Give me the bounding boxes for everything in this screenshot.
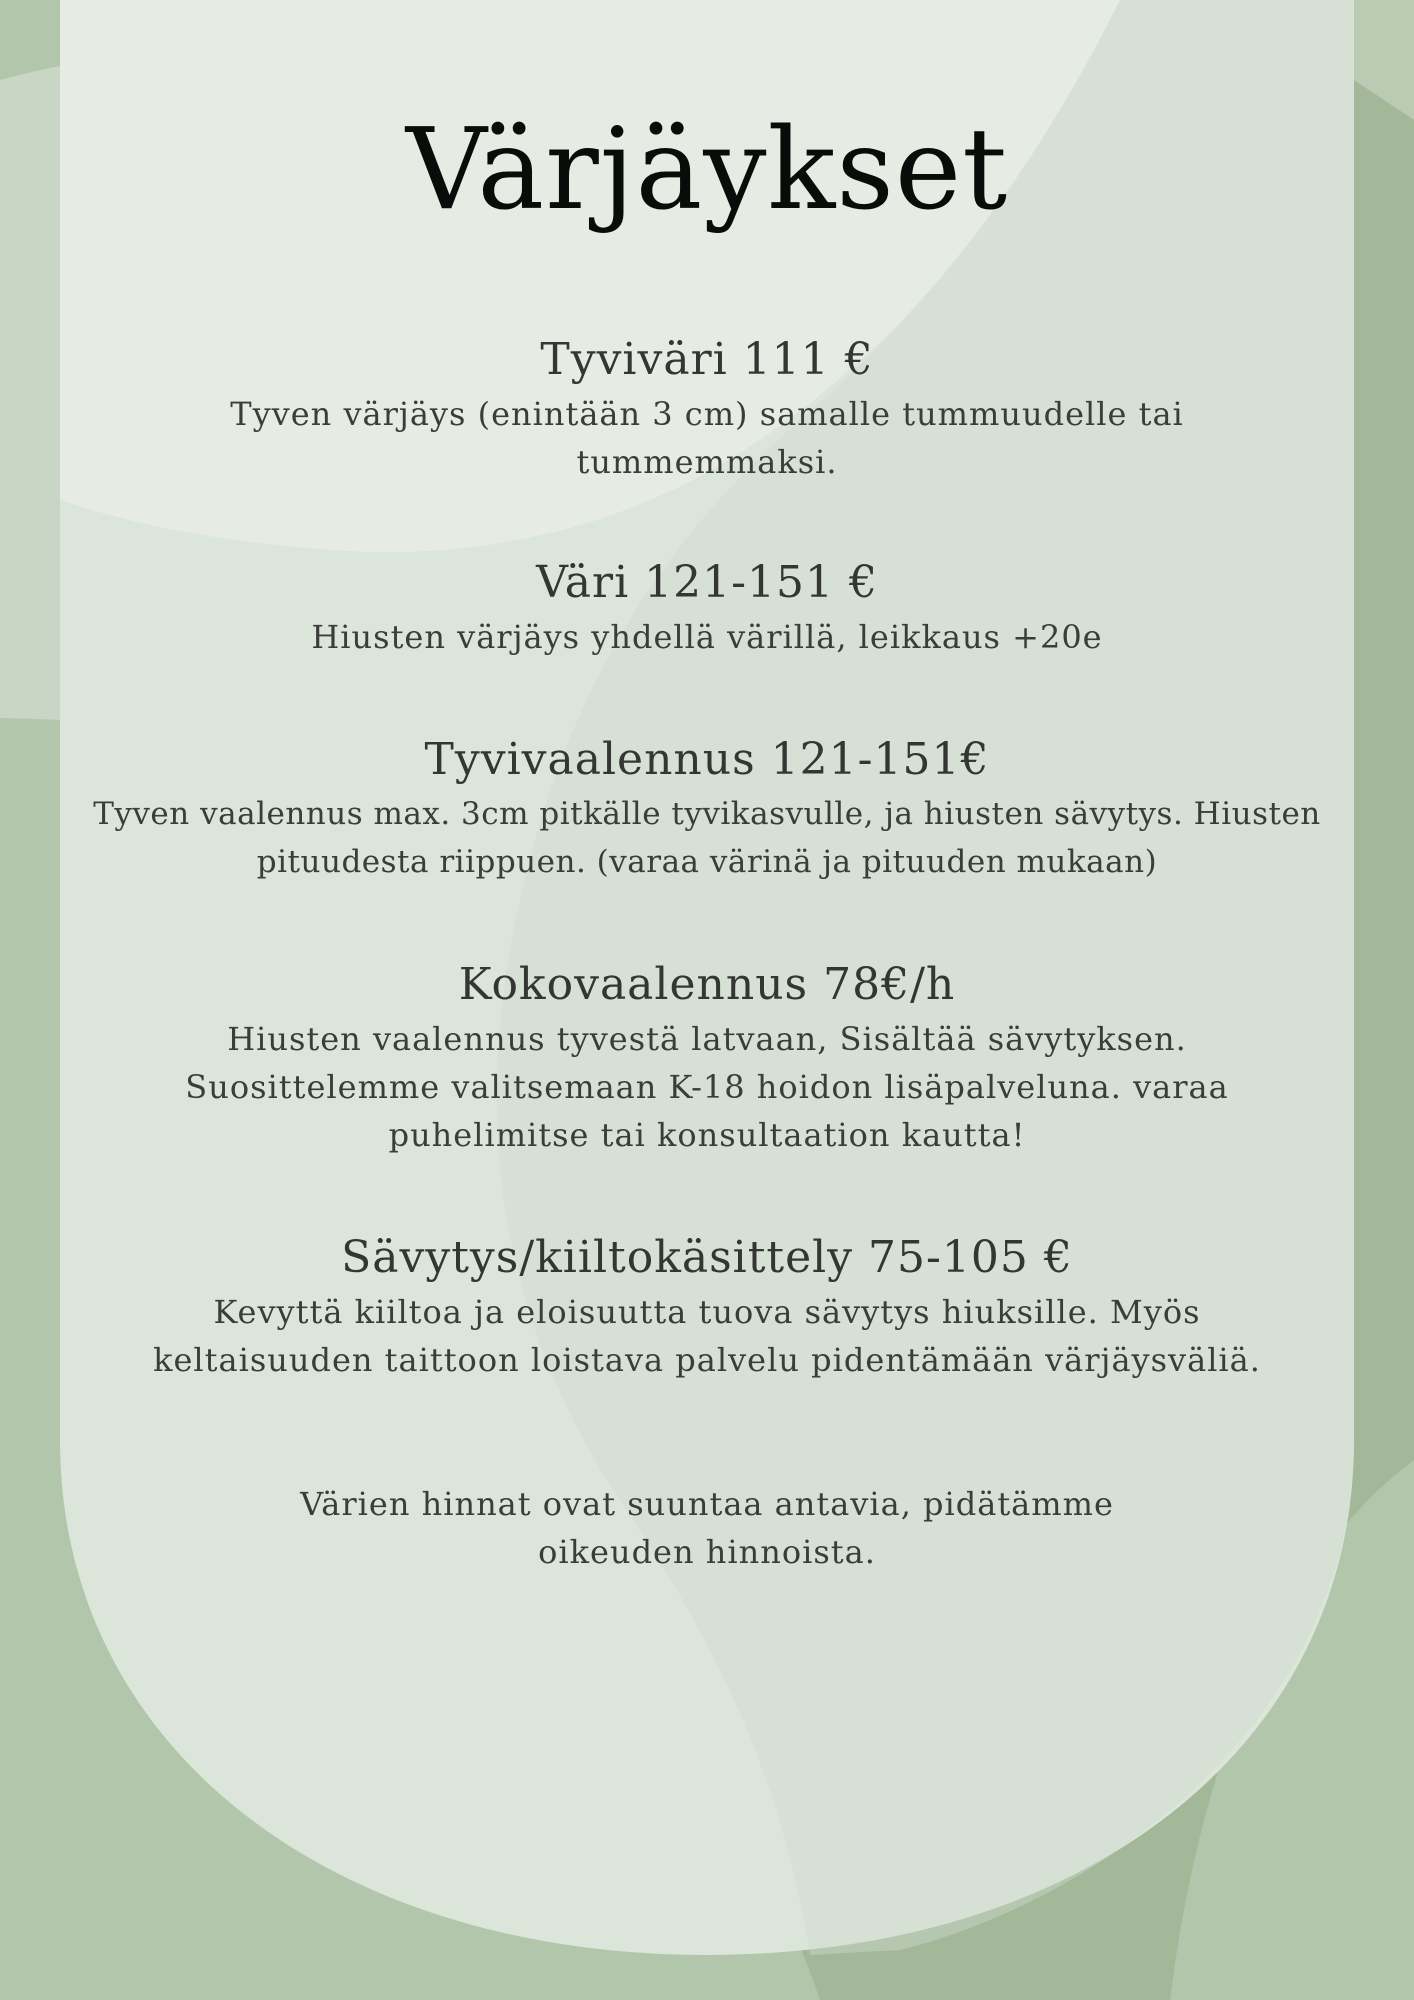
service-item-vari [60,553,1354,661]
price-disclaimer: Värien hinnat ovat suuntaa antavia, pidätämme oikeuden hinnoista. [300,1485,1114,1571]
service-description: Tyven vaalennus max. 3cm pitkälle tyvikasvulle, ja hiusten sävytys. Hiusten pituudesta riippuen. (varaa värinä ja pituuden mukaan) [93,796,1321,880]
service-description: Kevyttä kiiltoa ja eloisuutta tuova sävytys hiuksille. Myös keltaisuuden taittoon loistava palvelu pidentämään värjäysväliä. [153,1293,1261,1379]
service-description: Tyven värjäys (enintään 3 cm) samalle tummuudelle tai tummemmaksi. [230,395,1184,481]
service-heading: Tyvivaalennus 121-151€ [424,734,990,785]
service-heading: Kokovaalennus 78€/h [458,959,956,1010]
service-heading: Sävytys/kiiltokäsittely 75-105 € [341,1232,1073,1283]
service-item-kokovaalennus [60,955,1354,1159]
service-description: Hiusten vaalennus tyvestä latvaan, Sisältää sävytyksen. Suosittelemme valitsemaan K-18 hoidon lisäpalveluna. varaa puhelimitse tai konsultaation kautta! [185,1020,1229,1154]
service-heading: Tyviväri 111 € [540,334,874,385]
service-item-tyvivaalennus [60,730,1354,886]
service-item-savytys [60,1228,1354,1384]
service-heading: Väri 121-151 € [536,557,878,608]
page-title: Värjäykset [405,105,1009,235]
service-description: Hiusten värjäys yhdellä värillä, leikkaus +20e [311,618,1103,656]
service-item-tyvivari [60,330,1354,486]
